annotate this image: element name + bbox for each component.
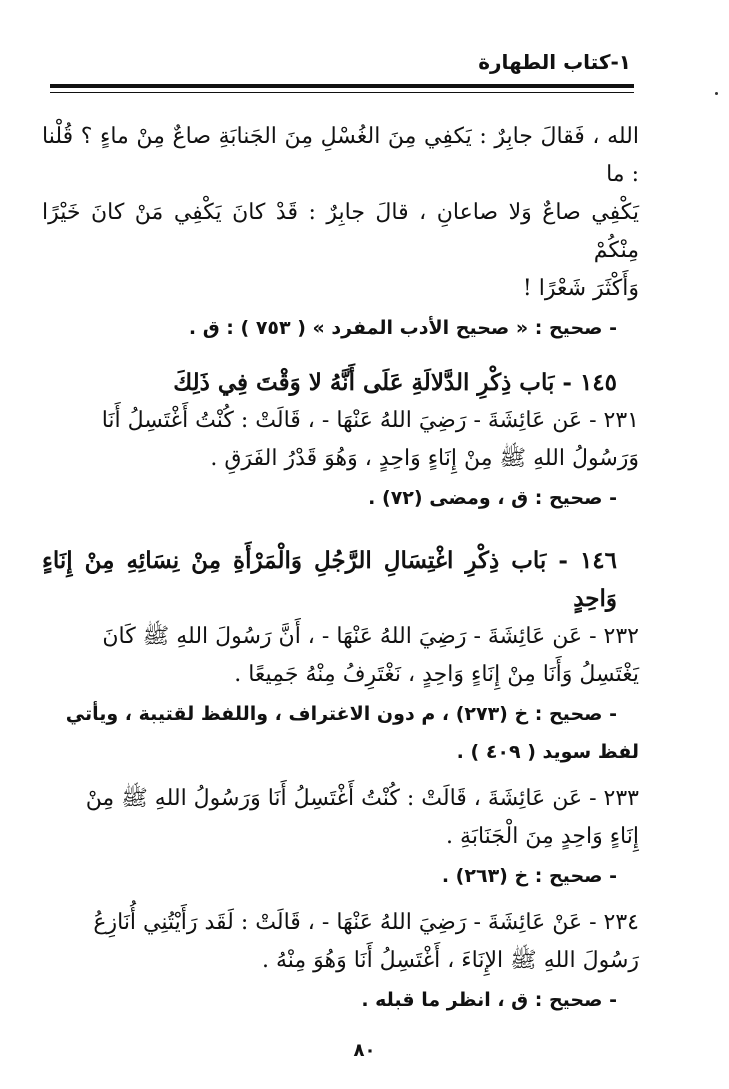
page-number: ٨٠ [353, 1040, 376, 1061]
header-rule-thin [50, 92, 634, 93]
hadith-grade: - صحيح : خ (٢٦٣) . [441, 865, 617, 887]
hadith-232-line: ٢٣٢ - عَن عَائِشَةَ - رَضِيَ اللهُ عَنْهَا - ، أَنَّ رَسُولَ اللهِ ﷺ كَانَ [102, 624, 639, 649]
hadith-grade: - صحيح : خ (٢٧٣) ، م دون الاغتراف ، واللفظ لقتيبة ، ويأتي [65, 703, 617, 725]
chapter-heading-145: ١٤٥ - بَاب ذِكْرِ الدَّلالَةِ عَلَى أَنَّهُ لا وَقْتَ فِي ذَلِكَ [173, 369, 617, 396]
page-body [42, 118, 639, 1018]
hadith-231-line: وَرَسُولُ اللهِ ﷺ مِنْ إِنَاءٍ وَاحِدٍ ، وَهُوَ قَدْرُ الفَرَقِ . [210, 446, 639, 471]
hadith-grade: - صحيح : « صحيح الأدب المفرد » ( ٧٥٣ ) : ق . [188, 317, 617, 339]
hadith-233-line: ٢٣٣ - عَن عَائِشَةَ ، قَالَتْ : كُنْتُ أَغْتَسِلُ أَنَا وَرَسُولُ اللهِ ﷺ مِنْ [85, 786, 639, 811]
chapter-heading-146: ١٤٦ - بَاب ذِكْرِ اغْتِسَالِ الرَّجُلِ وَالْمَرْأَةِ مِنْ نِسَائِهِ مِنْ إِنَاءٍ وَاحِدٍ [42, 547, 617, 612]
margin-dot [715, 92, 718, 95]
text-line: وَأَكْثَرَ شَعْرًا ! [522, 276, 639, 301]
text-line: الله ، فَقالَ جابِرٌ : يَكفِي مِنَ الغُسْلِ مِنَ الجَنابَةِ صاعٌ مِنْ ماءٍ ؟ قُلْنا : ما [42, 124, 639, 187]
hadith-grade: - صحيح : ق ، ومضى (٧٢) . [368, 487, 617, 509]
hadith-grade: لفظ سويد ( ٤٠٩ ) . [456, 741, 639, 763]
hadith-232-line: يَغْتَسِلُ وَأَنَا مِنْ إِنَاءٍ وَاحِدٍ ، نَغْتَرِفُ مِنْهُ جَمِيعًا . [234, 662, 639, 687]
hadith-grade: - صحيح : ق ، انظر ما قبله . [361, 989, 617, 1011]
header-rule-thick [50, 84, 634, 88]
text-line: يَكْفِي صاعٌ وَلا صاعانِ ، قالَ جابِرٌ : قَدْ كانَ يَكْفِي مَنْ كانَ خَيْرًا مِنْكُمْ [42, 200, 639, 263]
hadith-233-line: إِنَاءٍ وَاحِدٍ مِنَ الْجَنَابَةِ . [446, 824, 639, 849]
hadith-234-line: ٢٣٤ - عَنْ عَائِشَةَ - رَضِيَ اللهُ عَنْهَا - ، قَالَتْ : لَقَد رَأَيْتُنِي أُنَازِعُ [93, 910, 639, 935]
hadith-234-line: رَسُولَ اللهِ ﷺ الإِنَاءَ ، أَغْتَسِلُ أَنَا وَهُوَ مِنْهُ . [261, 948, 639, 973]
running-header: ١-كتاب الطهارة [478, 50, 631, 74]
hadith-231-line: ٢٣١ - عَن عَائِشَةَ - رَضِيَ اللهُ عَنْهَا - ، قَالَتْ : كُنْتُ أَغْتَسِلُ أَنَا [101, 408, 639, 433]
